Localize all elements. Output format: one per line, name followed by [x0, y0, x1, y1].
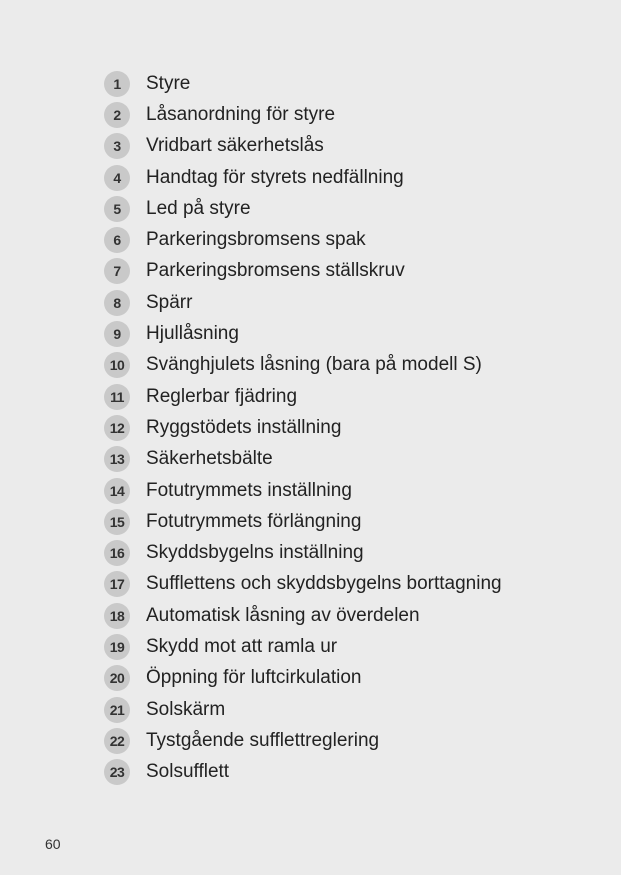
list-item — [104, 600, 502, 631]
list-item — [104, 287, 502, 318]
list-item — [104, 224, 502, 255]
item-label: Styre — [146, 72, 191, 94]
item-number-badge: 4 — [104, 165, 130, 191]
item-label: Skyddsbygelns inställning — [146, 542, 364, 564]
item-label: Sufflettens och skyddsbygelns borttagning — [146, 573, 502, 595]
item-number-badge: 2 — [104, 102, 130, 128]
list-item — [104, 663, 502, 694]
item-label: Svänghjulets låsning (bara på modell S) — [146, 354, 482, 376]
list-item — [104, 631, 502, 662]
list-item — [104, 131, 502, 162]
item-label: Skydd mot att ramla ur — [146, 635, 338, 657]
item-number-badge: 16 — [104, 540, 130, 566]
item-number-badge: 23 — [104, 759, 130, 785]
list-item — [104, 68, 502, 99]
item-label: Solsufflett — [146, 761, 230, 783]
list-item — [104, 193, 502, 224]
list-item — [104, 694, 502, 725]
item-label: Hjullåsning — [146, 323, 239, 345]
item-number-badge: 7 — [104, 258, 130, 284]
item-label: Automatisk låsning av överdelen — [146, 604, 420, 626]
page-number: 60 — [45, 836, 61, 852]
item-label: Led på styre — [146, 197, 251, 219]
list-item — [104, 757, 502, 788]
item-number-badge: 5 — [104, 196, 130, 222]
item-number-badge: 6 — [104, 227, 130, 253]
list-item — [104, 381, 502, 412]
item-label: Säkerhetsbälte — [146, 448, 273, 470]
list-item — [104, 569, 502, 600]
list-item — [104, 506, 502, 537]
item-number-badge: 17 — [104, 571, 130, 597]
item-number-badge: 9 — [104, 321, 130, 347]
item-number-badge: 15 — [104, 509, 130, 535]
item-number-badge: 10 — [104, 352, 130, 378]
item-number-badge: 19 — [104, 634, 130, 660]
item-number-badge: 20 — [104, 665, 130, 691]
list-item — [104, 256, 502, 287]
item-number-badge: 18 — [104, 603, 130, 629]
list-item — [104, 318, 502, 349]
item-label: Parkeringsbromsens ställskruv — [146, 260, 405, 282]
list-item — [104, 412, 502, 443]
item-label: Parkeringsbromsens spak — [146, 229, 366, 251]
list-item — [104, 162, 502, 193]
item-label: Spärr — [146, 291, 193, 313]
item-label: Vridbart säkerhetslås — [146, 135, 324, 157]
item-number-badge: 1 — [104, 71, 130, 97]
item-label: Fotutrymmets förlängning — [146, 510, 362, 532]
list-item — [104, 537, 502, 568]
item-number-badge: 12 — [104, 415, 130, 441]
list-item — [104, 725, 502, 756]
item-label: Handtag för styrets nedfällning — [146, 166, 404, 188]
item-label: Tystgående sufflettreglering — [146, 729, 380, 751]
list-item — [104, 475, 502, 506]
item-number-badge: 22 — [104, 728, 130, 754]
item-number-badge: 21 — [104, 697, 130, 723]
item-number-badge: 14 — [104, 478, 130, 504]
list-item — [104, 99, 502, 130]
list-item — [104, 350, 502, 381]
item-label: Reglerbar fjädring — [146, 385, 298, 407]
item-number-badge: 8 — [104, 290, 130, 316]
item-number-badge: 3 — [104, 133, 130, 159]
item-label: Öppning för luftcirkulation — [146, 667, 362, 689]
item-label: Ryggstödets inställning — [146, 416, 342, 438]
item-number-badge: 13 — [104, 446, 130, 472]
item-number-badge: 11 — [104, 384, 130, 410]
item-label: Fotutrymmets inställning — [146, 479, 352, 501]
item-label: Solskärm — [146, 698, 226, 720]
list-item — [104, 444, 502, 475]
parts-list — [104, 68, 502, 788]
item-label: Låsanordning för styre — [146, 103, 336, 125]
